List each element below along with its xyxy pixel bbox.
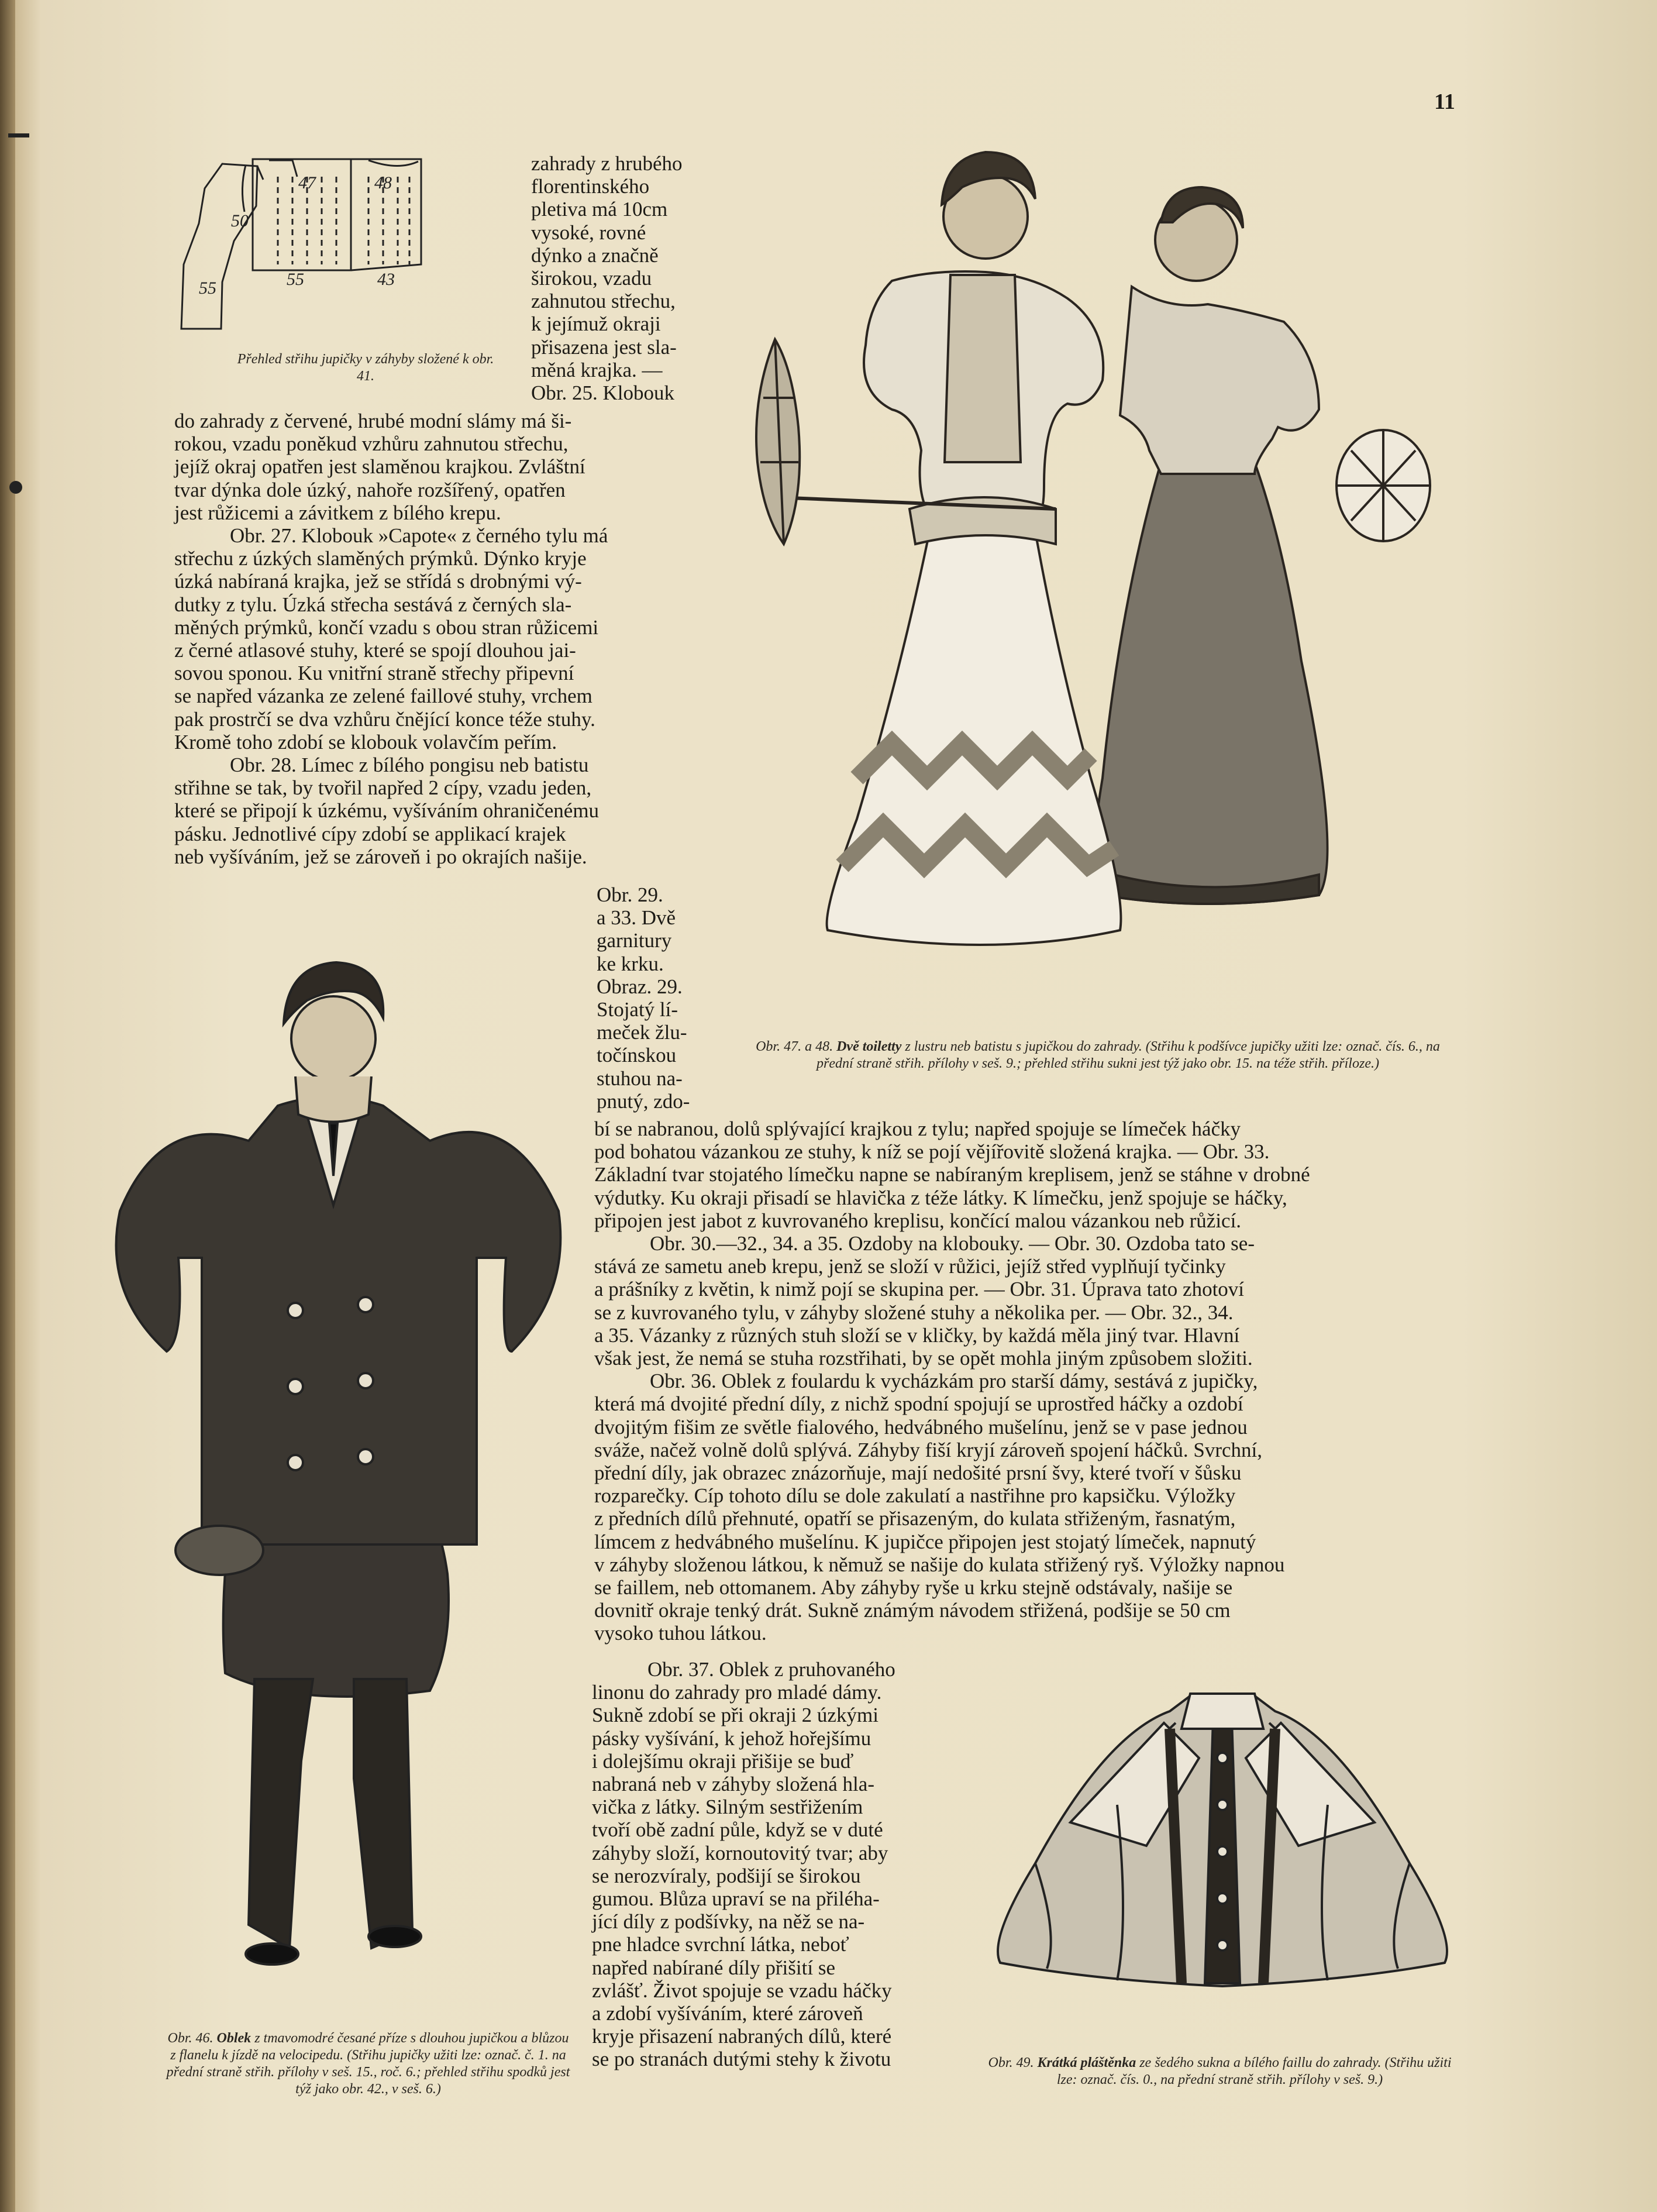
caption-fig47-48 [738, 1038, 1458, 1072]
text-line: vička z látky. Silným sestřižením [592, 1795, 863, 1819]
text-line: z předních dílů přehnuté, opatří se přisazeným, do kulata střiženým, řasnatým, [594, 1507, 1236, 1530]
text-line: Stojatý lí- [597, 998, 678, 1021]
margin-mark-dot [9, 481, 22, 494]
text-line: které se připojí k úzkému, vyšíváním ohraničenému [174, 799, 600, 823]
text-line: Sukně zdobí se při okraji 2 úzkými [592, 1704, 879, 1727]
text-line: nabraná neb v záhyby složená hla- [592, 1773, 874, 1796]
text-line: Obr. 25. Klobouk [531, 381, 674, 405]
text-line: pásku. Jednotlivé cípy zdobí se applikací krajek [174, 822, 566, 845]
text-line: v záhyby složenou látkou, k němuž se našije do kulata střižený ryš. Výložky napnou [594, 1553, 1285, 1576]
text-column-narrow-bottom [592, 1658, 953, 2071]
text-column-wide [594, 1117, 1453, 1645]
text-line: pásky vyšívání, k jehož hořejšímu [592, 1726, 871, 1750]
text-line: střihne se tak, by tvořil napřed 2 cípy, vzadu jeden, [174, 776, 592, 800]
text-line: linonu do zahrady pro mladé dámy. [592, 1681, 882, 1704]
text-line: která má dvojité přední díly, z nichž spodní spojují se uprostřed háčky a ozdobí [594, 1392, 1243, 1416]
text-line: přední díly, jak obrazec znázorňuje, mají nedošité prsní švy, které tvoří v šůsku [594, 1461, 1242, 1485]
text-line: Kromě toho zdobí se klobouk volavčím peřím. [174, 730, 557, 754]
pattern-number: 48 [374, 173, 392, 192]
text-line: kryje přisazení nabraných dílů, které [592, 2025, 892, 2048]
text-line: zahrady z hrubého [531, 152, 683, 175]
text-line: do zahrady z červené, hrubé modní slámy má ši- [174, 410, 572, 432]
caption-fig46-rest: z tmavomodré česané příze s dlouhou jupičkou a blůzou z flanelu k jízdě na velocipedu. (Střihu jupičky užiti lze: označ. č. 1. na přední straně střih. přílohy v seš. 15., roč. 6.; přehled střihu spodků jest týž jako obr. 42., v seš. 6.) [166, 2031, 570, 2097]
text-column-narrow-mid [597, 883, 709, 1113]
illustration-short-cape [988, 1688, 1456, 1998]
caption-fig46-title: Oblek [216, 2031, 252, 2046]
text-line: stává ze sametu aneb krepu, jenž se složí v růžici, jejíž střed vyplňují tyčinky [594, 1255, 1226, 1278]
text-line: pak prostrčí se dva vzhůru čnějící konce téže stuhy. [174, 707, 595, 731]
text-line: límcem z hedvábného mušelínu. K jupičce připojen jest stojatý límeček, napnutý [594, 1530, 1256, 1553]
text-column-narrow-top [531, 152, 709, 404]
text-line: měných prýmků, končí vzadu s obou stran růžicemi [174, 615, 599, 639]
text-line: měná krajka. — [531, 358, 663, 381]
text-line: florentinského [531, 175, 650, 198]
text-line: střechu z úzkých slaměných prýmků. Dýnko kryje [174, 547, 587, 570]
caption-fig47-title: Dvě toiletty [836, 1039, 902, 1054]
text-line: zahnutou střechu, [531, 290, 676, 313]
caption-fig49 [981, 2055, 1458, 2089]
text-line: neb vyšíváním, jež se zároveň i po okrajích našije. [174, 845, 587, 868]
text-line: rokou, vzadu poněkud vzhůru zahnutou střechu, [174, 432, 569, 456]
text-line: z černé atlasové stuhy, které se spojí dlouhou jai- [174, 639, 576, 662]
text-line: výdutky. Ku okraji přisadí se hlavička z téže látky. K límečku, jenž spojuje se háčky, [594, 1186, 1287, 1209]
text-line: Obr. 37. Oblek z pruhovaného [647, 1658, 895, 1681]
pattern-number: 55 [199, 278, 216, 298]
text-line: pletiva má 10cm [531, 198, 668, 221]
text-line: jejíž okraj opatřen jest slaměnou krajkou. Zvláštní [174, 455, 585, 479]
pattern-number: 55 [287, 270, 304, 289]
caption-fig47-lead: Obr. 47. a 48. [756, 1039, 833, 1054]
text-line: sovou sponou. Ku vnitřní straně střechy připevní [174, 662, 574, 685]
text-line: pnutý, zdo- [597, 1089, 690, 1113]
text-line: meček žlu- [597, 1021, 687, 1044]
text-line: Obr. 36. Oblek z foulardu k vycházkám pro starší dámy, sestává z jupičky, [650, 1370, 1258, 1393]
text-line: dvojitým fišim ze světle fialového, hedvábného mušelínu, jenž se v pase jednou [594, 1415, 1248, 1439]
pattern-number: 50 [231, 211, 249, 231]
pattern-number: 47 [298, 173, 316, 192]
binding-edge [0, 0, 15, 2212]
text-line: se nerozvíraly, podšijí se širokou [592, 1864, 861, 1887]
text-line: i dolejšímu okraji přišije se buď [592, 1749, 854, 1773]
text-line: Obr. 29. [597, 883, 663, 906]
text-line: a 35. Vázanky z různých stuh složí se v kličky, by každá měla jiný tvar. Hlavní [594, 1323, 1240, 1347]
text-line: napřed nabírané díly přišití se [592, 1956, 835, 1979]
text-line: jest růžicemi a závitkem z bílého krepu. [174, 501, 501, 524]
text-line: stuhou na- [597, 1067, 683, 1090]
text-line: a zdobí vyšíváním, které zároveň [592, 2002, 863, 2025]
text-line: k jejímuž okraji [531, 312, 661, 336]
text-line: garnitury [597, 929, 672, 952]
text-line: a 33. Dvě [597, 906, 676, 930]
text-line: Obr. 30.—32., 34. a 35. Ozdoby na klobouky. — Obr. 30. Ozdoba tato se- [650, 1232, 1255, 1255]
illustration-two-ladies-garden [740, 135, 1471, 971]
text-line: vysoko tuhou látkou. [594, 1622, 767, 1645]
page-number: 11 [1434, 90, 1455, 114]
caption-fig46-lead: Obr. 46. [167, 2031, 213, 2046]
margin-mark-arrow [8, 133, 29, 137]
text-line: točínskou [597, 1044, 677, 1067]
text-line: se napřed vázanka ze zelené faillové stuhy, vrchem [174, 684, 592, 708]
text-line: se z kuvrovaného tylu, v záhyby složené stuhy a několika per. — Obr. 32., 34. [594, 1301, 1234, 1324]
text-line: a prášníky z květin, k nimž pojí se skupina per. — Obr. 31. Úprava tato zhotoví [594, 1278, 1245, 1301]
text-line: Základní tvar stojatého límečku napne se nabíraným kreplisem, jenž se stáhne v drobné [594, 1163, 1310, 1186]
caption-pattern: Přehled střihu jupičky v záhyby složené k obr. 41. [237, 352, 494, 384]
text-line: širokou, vzadu [531, 267, 652, 290]
caption-fig49-rest: ze šedého sukna a bílého faillu do zahrady. (Střihu užiti lze: označ. čís. 0., na přední straně střih. přílohy v seš. 9.) [1056, 2055, 1452, 2087]
text-line: ke krku. [597, 952, 664, 975]
caption-fig46 [165, 2030, 571, 2098]
text-line: Obraz. 29. [597, 975, 683, 998]
text-line: bí se nabranou, dolů splývající krajkou z tylu; napřed spojuje se límeček háčky [594, 1117, 1241, 1140]
text-line: dovnitř okraje tenký drát. Sukně známým návodem střižená, podšije se 50 cm [594, 1599, 1231, 1622]
text-line: pod bohatou vázankou ze stuhy, k níž se pojí vějířovitě složená krajka. — Obr. 33. [594, 1140, 1270, 1164]
text-line: tvoří obě zadní půle, když se v duté [592, 1818, 883, 1842]
pattern-diagram [175, 153, 491, 335]
text-line: tvar dýnka dole úzký, nahoře rozšířený, opatřen [174, 478, 566, 501]
caption-fig47-rest: z lustru neb batistu s jupičkou do zahrady. (Střihu k podšívce jupičky užiti lze: označ. čís. 6., na přední straně střih. přílohy v seš. 9.; přehled střihu sukni jest týž jako obr. 15. na téže střih. příloze.) [817, 1039, 1440, 1071]
caption-fig49-lead: Obr. 49. [988, 2055, 1034, 2070]
text-line: úzká nabíraná krajka, jež se střídá s drobnými vý- [174, 570, 582, 593]
text-line: však jest, že nemá se stuha rozstřihati, by se opět mohla jiným způsobem složiti. [594, 1347, 1253, 1370]
text-line: pne hladce svrchní látka, neboť [592, 1933, 849, 1956]
text-line: se faillem, neb ottomanem. Aby záhyby ryše u krku stejně odstávaly, našije se [594, 1576, 1233, 1599]
illustration-cycling-costume [102, 930, 564, 2007]
caption-fig49-title: Krátká pláštěnka [1037, 2055, 1136, 2070]
text-line: gumou. Blůza upraví se na přiléha- [592, 1887, 880, 1911]
text-line: rozparečky. Cíp tohoto dílu se dole zakulatí a nastřihne pro kapsičku. Výložky [594, 1484, 1236, 1508]
text-line: sváže, načež volně dolů splývá. Záhyby fiší kryjí zároveň spojení háčků. Svrchní, [594, 1438, 1263, 1461]
text-line: dutky z tylu. Úzká střecha sestává z černých sla- [174, 593, 572, 616]
text-line: Obr. 28. Límec z bílého pongisu neb batistu [230, 754, 589, 777]
text-line: Obr. 27. Klobouk »Capote« z černého tylu má [230, 524, 608, 548]
text-line: vysoké, rovné [531, 221, 646, 244]
text-line: zvlášť. Život spojuje se vzadu háčky [592, 1979, 892, 2002]
text-column-left [174, 410, 709, 868]
text-line: se po stranách dutými stehy k životu [592, 2048, 891, 2071]
pattern-number: 43 [377, 270, 395, 289]
text-line: dýnko a značně [531, 243, 659, 267]
text-line: záhyby složí, kornoutovitý tvar; aby [592, 1841, 888, 1864]
text-line: jící díly z podšívky, na něž se na- [592, 1910, 865, 1934]
text-line: přisazena jest sla- [531, 335, 677, 359]
text-line: připojen jest jabot z kuvrovaného kreplisu, končící malou vázankou neb růžicí. [594, 1209, 1242, 1232]
